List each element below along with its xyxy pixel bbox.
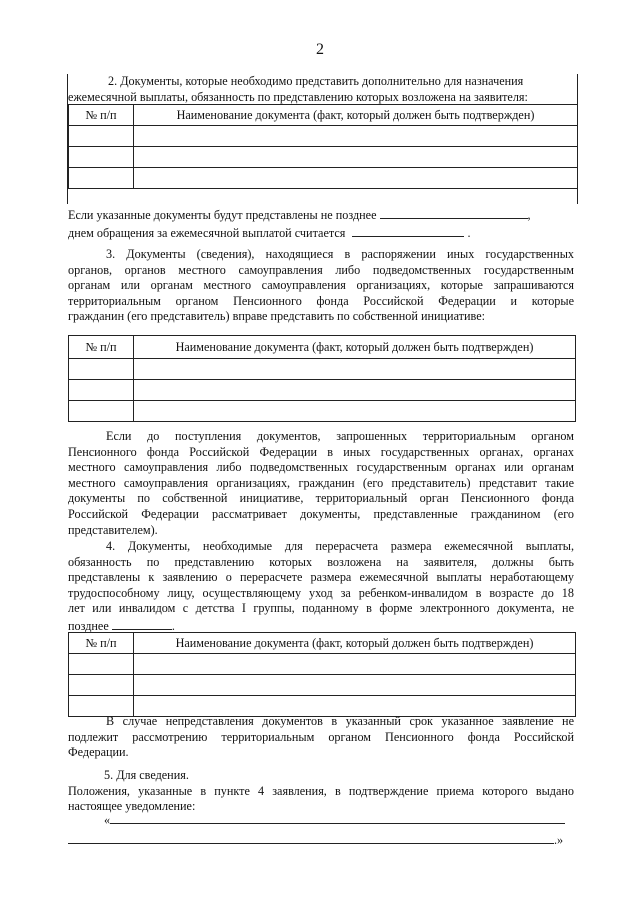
- recalculation-deadline-field[interactable]: [112, 617, 172, 630]
- table-row: [69, 168, 578, 189]
- quote-line-2: .»: [68, 831, 578, 849]
- provisions-field-1[interactable]: [110, 811, 565, 824]
- table-row: [69, 359, 576, 380]
- table-row: [69, 147, 578, 168]
- section2-table: [68, 104, 578, 189]
- section3-table: [68, 335, 576, 422]
- table-row: [69, 126, 578, 147]
- section5-text: 5. Для сведения. Положения, указанные в пункте 4 заявления, в подтверждение приема которого выдано настоящее уведомление:: [68, 768, 574, 814]
- section3-note: Если до поступления документов, запрошенных территориальным органом Пенсионного фонда Российской Федерации в иных государственных органах, органах местного самоуправления либо подведомственных государственным органах или органам местного самоуправления организациях, гражданин (его представитель) представит такие документы по собственной инициативе, территориальный орган Пенсионного фонда Российской Федерации рассматривает документы, представленные гражданином (его представителем).: [68, 429, 574, 537]
- table-row: [69, 654, 576, 675]
- col-document-header: Наименование документа (факт, который должен быть подтвержден): [134, 336, 576, 359]
- deadline-block: Если указанные документы будут представлены не позднее , днем обращения за ежемесячной выплатой считается .: [68, 208, 531, 240]
- deadline-date-field[interactable]: [380, 206, 528, 219]
- col-number-header: № п/п: [69, 633, 134, 654]
- section4-text: 4. Документы, необходимые для перерасчета размера ежемесячной выплаты, обязанность по представлению которых возложена на заявителя, должны быть представлены к заявлению о перерасчете размера ежемесячной выплаты неработающему трудоспособному лицу, осуществляющему уход за ребенком-инвалидом в возрасте до 18 лет или инвалидом с детства I группы, поданному в форме электронного документа, не позднее .: [68, 539, 574, 633]
- application-date-field[interactable]: [352, 224, 464, 237]
- table-row: [69, 401, 576, 422]
- page-number: 2: [316, 41, 324, 58]
- col-number-header: № п/п: [69, 336, 134, 359]
- col-number-header: № п/п: [69, 105, 134, 126]
- table-row: [69, 380, 576, 401]
- section3-text: 3. Документы (сведения), находящиеся в распоряжении иных государственных органов, органов местного самоуправления либо подведомственных государственным органам или органам местного самоуправления организациях, которые запрашиваются территориальным органом Пенсионного фонда Российской Федерации и которые гражданин (его представитель) вправе представить по собственной инициативе:: [68, 247, 574, 324]
- section4-note: В случае непредставления документов в указанный срок указанное заявление не подлежит рассмотрению территориальным органом Пенсионного фонда Российской Федерации.: [68, 714, 574, 760]
- deadline-text-1: Если указанные документы будут представлены не позднее: [68, 208, 377, 222]
- col-document-header: Наименование документа (факт, который должен быть подтвержден): [134, 633, 576, 654]
- section4-table: [68, 632, 576, 717]
- section2-heading: 2. Документы, которые необходимо представить дополнительно для назначения ежемесячной выплаты, обязанность по представлению которых возложена на заявителя:: [68, 74, 528, 104]
- quote-line-1: «: [104, 811, 584, 829]
- table-row: [69, 675, 576, 696]
- provisions-field-2[interactable]: [68, 831, 554, 844]
- col-document-header: Наименование документа (факт, который должен быть подтвержден): [134, 105, 578, 126]
- deadline-text-2: днем обращения за ежемесячной выплатой считается: [68, 225, 346, 240]
- section5-title: 5. Для сведения.: [104, 768, 189, 782]
